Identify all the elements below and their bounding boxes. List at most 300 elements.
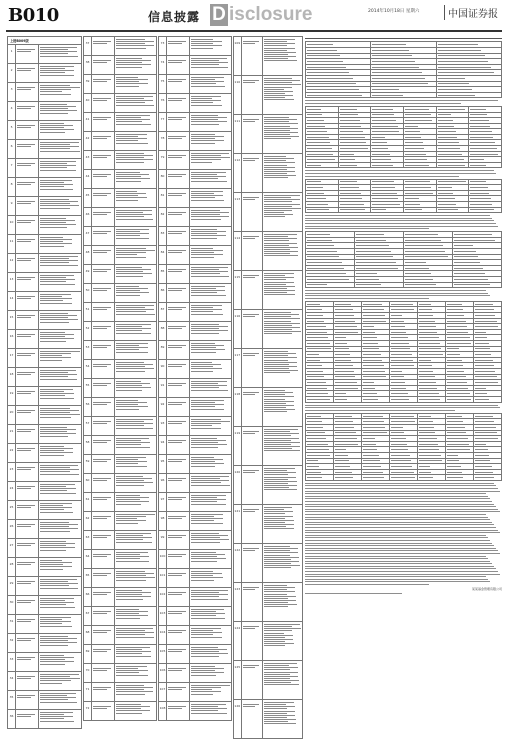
text-line (191, 191, 223, 192)
table-row (84, 189, 157, 208)
table-row (159, 341, 232, 360)
row-number: 21 (8, 425, 16, 444)
agency-info-cell (189, 56, 231, 75)
text-line (40, 547, 75, 548)
text-line (116, 79, 148, 80)
text-line (305, 501, 492, 502)
text-line (264, 279, 286, 280)
agency-info-cell (189, 113, 231, 132)
text-line (191, 480, 230, 481)
publication-date: 2014年10月18日 星期六 (368, 9, 420, 14)
text-line (40, 243, 72, 244)
fund-name-cell (167, 56, 190, 75)
text-line (264, 667, 298, 668)
text-line (40, 431, 67, 432)
agency-info-cell (114, 398, 156, 417)
agency-info-cell (114, 664, 156, 683)
text-line (40, 260, 78, 261)
table-row (84, 607, 157, 626)
table-cell (334, 396, 362, 402)
agency-info-cell (262, 427, 302, 466)
row-number: 5 (8, 121, 16, 140)
text-line (191, 459, 224, 460)
text-line (191, 371, 213, 372)
table-row (159, 132, 232, 151)
table-row (84, 37, 157, 56)
text-line (191, 580, 214, 581)
fund-name-cell (16, 45, 39, 64)
text-line (191, 60, 219, 61)
agency-info-cell (262, 271, 302, 310)
text-line (264, 158, 294, 159)
text-line (116, 349, 140, 350)
text-line (116, 276, 144, 277)
text-line (40, 161, 76, 162)
text-line (116, 58, 142, 59)
text-line (191, 689, 213, 690)
agency-info-cell (39, 349, 82, 368)
text-line (40, 488, 76, 489)
text-line (264, 284, 286, 285)
table-row (159, 303, 232, 322)
text-line (40, 427, 67, 428)
text-line (116, 539, 144, 540)
table-row (234, 505, 303, 544)
table-row (8, 691, 82, 710)
section-title: 信息披露 (148, 10, 201, 24)
text-line (264, 470, 287, 471)
agency-info-cell (189, 246, 231, 265)
agency-info-cell (114, 379, 156, 398)
text-line (116, 352, 149, 353)
agency-info-cell (189, 208, 231, 227)
text-line (191, 364, 222, 365)
fund-name-cell (92, 664, 115, 683)
text-line (264, 177, 288, 178)
fund-name-cell (16, 634, 39, 653)
row-number: 23 (8, 463, 16, 482)
text-line (116, 100, 154, 101)
table-row (8, 634, 82, 653)
text-line (264, 706, 295, 707)
agency-info-cell (39, 178, 82, 197)
text-line (40, 351, 80, 352)
table-row (159, 151, 232, 170)
text-line (305, 563, 492, 564)
text-line (264, 195, 300, 196)
text-line (191, 362, 213, 363)
agency-info-cell (39, 368, 82, 387)
text-line (116, 668, 139, 669)
text-line (116, 419, 153, 420)
table-row (8, 273, 82, 292)
text-line (40, 448, 73, 449)
text-line (264, 394, 285, 395)
text-line (191, 214, 221, 215)
text-line (191, 537, 220, 538)
agency-info-cell (189, 37, 231, 56)
text-line (40, 170, 76, 171)
text-line (191, 117, 227, 118)
agency-info-cell (114, 360, 156, 379)
text-line (191, 235, 226, 236)
text-line (191, 292, 217, 293)
text-line (264, 123, 298, 124)
text-line (116, 136, 138, 137)
row-number: 2 (8, 64, 16, 83)
fund-name-cell (167, 75, 190, 94)
agency-info-cell (114, 113, 156, 132)
text-line (40, 486, 66, 487)
table-row (84, 512, 157, 531)
text-line (305, 576, 486, 577)
text-line (40, 455, 64, 456)
text-line (40, 562, 72, 563)
fund-name-cell (167, 379, 190, 398)
fund-name-cell (92, 550, 115, 569)
text-line (116, 651, 151, 652)
agency-info-cell (262, 661, 302, 700)
text-line (191, 210, 220, 211)
text-line (191, 385, 228, 386)
table-row (159, 455, 232, 474)
text-line (191, 504, 227, 505)
text-line (264, 41, 287, 42)
text-line (264, 243, 297, 244)
table-row (8, 159, 82, 178)
row-number: 40 (84, 94, 92, 113)
text-line (305, 298, 429, 299)
text-line (40, 53, 68, 54)
fund-table (233, 36, 303, 739)
text-line (264, 602, 288, 603)
agency-info-cell (262, 193, 302, 232)
table-row (159, 493, 232, 512)
text-line (116, 330, 143, 331)
table-row (159, 360, 232, 379)
text-line (116, 387, 151, 388)
text-line (191, 406, 216, 407)
text-line (116, 428, 154, 429)
fund-name-cell (92, 569, 115, 588)
fund-name-cell (92, 626, 115, 645)
text-line (191, 102, 213, 103)
fund-name-cell (92, 75, 115, 94)
table-row (234, 154, 303, 193)
text-line (116, 314, 155, 315)
text-line (191, 542, 221, 543)
table-row (234, 76, 303, 115)
text-line (40, 303, 72, 304)
text-line (264, 351, 288, 352)
fund-name-cell (241, 427, 262, 466)
text-line (305, 556, 486, 557)
text-line (264, 78, 292, 79)
row-number: 26 (8, 520, 16, 539)
row-number: 100 (159, 550, 167, 569)
text-line (264, 557, 299, 558)
text-line (116, 649, 142, 650)
row-number: 102 (159, 588, 167, 607)
fund-name-cell (167, 455, 190, 474)
table-row (8, 330, 82, 349)
text-line (40, 296, 62, 297)
agency-info-cell (189, 550, 231, 569)
fund-name-cell (167, 322, 190, 341)
fund-list-column-2 (83, 36, 157, 744)
text-line (264, 50, 287, 51)
table-row (84, 208, 157, 227)
table-row (8, 539, 82, 558)
text-line (264, 624, 300, 625)
text-line (116, 518, 138, 519)
text-line (191, 533, 220, 534)
text-line (191, 611, 216, 612)
row-number: 79 (159, 151, 167, 170)
table-row (234, 544, 303, 583)
row-number: 64 (84, 550, 92, 569)
text-line (191, 381, 227, 382)
fund-name-cell (167, 493, 190, 512)
text-line (264, 429, 298, 430)
fund-name-cell (241, 622, 262, 661)
text-line (264, 282, 294, 283)
text-line (116, 134, 147, 135)
table-row (159, 227, 232, 246)
text-line (116, 159, 153, 160)
text-line (264, 431, 290, 432)
text-line (116, 523, 138, 524)
fund-name-cell (167, 265, 190, 284)
fund-name-cell (167, 341, 190, 360)
row-number: 126 (234, 700, 242, 739)
text-line (40, 370, 76, 371)
table-cell (362, 396, 390, 402)
text-line (40, 474, 79, 475)
text-line (191, 476, 229, 477)
text-line (191, 157, 230, 158)
text-line (191, 618, 226, 619)
agency-info-cell (39, 539, 82, 558)
text-line (116, 694, 145, 695)
disclosure-initial: D (210, 4, 228, 26)
text-line (191, 269, 220, 270)
fund-name-cell (241, 661, 262, 700)
text-line (116, 333, 152, 334)
text-line (191, 447, 219, 448)
text-line (264, 80, 300, 81)
fund-name-cell (92, 360, 115, 379)
fund-name-cell (241, 388, 262, 427)
text-line (191, 172, 226, 173)
text-line (191, 254, 223, 255)
row-number: 14 (8, 292, 16, 311)
text-line (116, 138, 147, 139)
text-line (116, 459, 138, 460)
fund-name-cell (16, 216, 39, 235)
text-line (264, 438, 299, 439)
fund-name-cell (92, 645, 115, 664)
text-line (40, 716, 73, 717)
fund-name-cell (167, 588, 190, 607)
text-line (116, 343, 148, 344)
text-line (264, 704, 286, 705)
fund-name-cell (167, 550, 190, 569)
table-cell (418, 396, 446, 402)
row-number: 119 (234, 427, 242, 466)
fund-name-cell (92, 246, 115, 265)
text-line (264, 606, 288, 607)
agency-info-cell (114, 436, 156, 455)
text-line (40, 564, 63, 565)
text-line (40, 623, 62, 624)
text-line (264, 479, 288, 480)
text-line (40, 151, 80, 152)
text-line (40, 642, 77, 643)
text-line (264, 522, 285, 523)
agency-info-cell (114, 512, 156, 531)
table-row (159, 607, 232, 626)
agency-info-cell (39, 672, 82, 691)
text-line (116, 691, 154, 692)
text-line (116, 482, 153, 483)
fund-name-cell (167, 702, 190, 721)
fund-list-column-3 (158, 36, 232, 744)
table-row (8, 121, 82, 140)
text-line (40, 664, 65, 665)
fund-name-cell (241, 583, 262, 622)
text-line (264, 372, 290, 373)
text-line (264, 485, 297, 486)
text-line (264, 99, 294, 100)
row-number: 87 (159, 303, 167, 322)
row-number: 118 (234, 388, 242, 427)
text-line (264, 197, 291, 198)
text-line (191, 64, 219, 65)
text-line (191, 347, 216, 348)
agency-info-cell (189, 455, 231, 474)
text-line (264, 676, 298, 677)
text-line (264, 327, 300, 328)
text-line (116, 143, 148, 144)
row-number: 98 (159, 512, 167, 531)
text-line (264, 678, 290, 679)
fund-name-cell (16, 520, 39, 539)
row-number: 125 (234, 661, 242, 700)
text-line (191, 43, 213, 44)
text-line (191, 428, 222, 429)
text-line (116, 514, 155, 515)
text-line (40, 182, 64, 183)
text-line (40, 167, 67, 168)
text-line (116, 647, 151, 648)
text-line (116, 404, 139, 405)
row-number: 74 (159, 56, 167, 75)
agency-info-cell (114, 151, 156, 170)
text-line (40, 541, 66, 542)
fund-name-cell (92, 94, 115, 113)
table-row (8, 311, 82, 330)
agency-info-cell (189, 607, 231, 626)
row-number: 56 (84, 398, 92, 417)
text-line (40, 417, 71, 418)
text-line (116, 162, 145, 163)
agency-info-cell (39, 425, 82, 444)
row-number: 116 (234, 310, 242, 349)
text-line (40, 699, 68, 700)
text-line (264, 54, 288, 55)
row-number: 20 (8, 406, 16, 425)
text-line (305, 579, 488, 580)
text-line (264, 136, 299, 137)
text-line (40, 433, 76, 434)
text-line (191, 419, 221, 420)
text-line (116, 516, 146, 517)
row-number: 120 (234, 466, 242, 505)
text-line (191, 45, 222, 46)
text-line (305, 506, 496, 507)
row-number: 18 (8, 368, 16, 387)
text-line (264, 481, 297, 482)
fund-name-cell (16, 425, 39, 444)
text-line (264, 91, 293, 92)
agency-info-cell (114, 189, 156, 208)
fund-name-cell (92, 170, 115, 189)
text-line (191, 197, 215, 198)
fund-name-cell (92, 683, 115, 702)
agency-info-cell (114, 94, 156, 113)
text-line (40, 372, 68, 373)
text-line (191, 273, 220, 274)
agency-info-cell (189, 474, 231, 493)
table-row (159, 94, 232, 113)
row-number: 31 (8, 615, 16, 634)
row-number: 54 (84, 360, 92, 379)
text-line (40, 110, 77, 111)
text-line (264, 520, 294, 521)
text-line (40, 123, 64, 124)
row-number: 81 (159, 189, 167, 208)
text-line (264, 489, 297, 490)
text-line (191, 159, 221, 160)
text-line (305, 524, 494, 525)
text-line (40, 465, 78, 466)
text-line (116, 577, 155, 578)
fund-name-cell (92, 702, 115, 721)
table-cell (446, 396, 474, 402)
text-line (264, 715, 295, 716)
text-line (264, 563, 291, 564)
fund-name-cell (92, 151, 115, 170)
row-number: 29 (8, 577, 16, 596)
row-number: 86 (159, 284, 167, 303)
text-line (40, 410, 79, 411)
continuation-label: 上接B009版 (7, 36, 82, 44)
text-line (116, 656, 151, 657)
text-line (305, 103, 461, 104)
text-line (40, 676, 70, 677)
table-cell (306, 396, 334, 402)
row-number: 94 (159, 436, 167, 455)
text-line (305, 293, 488, 294)
table-row (159, 436, 232, 455)
table-row (8, 577, 82, 596)
agency-info-cell (39, 596, 82, 615)
table-row (234, 700, 303, 739)
text-line (305, 491, 500, 492)
text-line (264, 561, 299, 562)
agency-info-cell (39, 83, 82, 102)
